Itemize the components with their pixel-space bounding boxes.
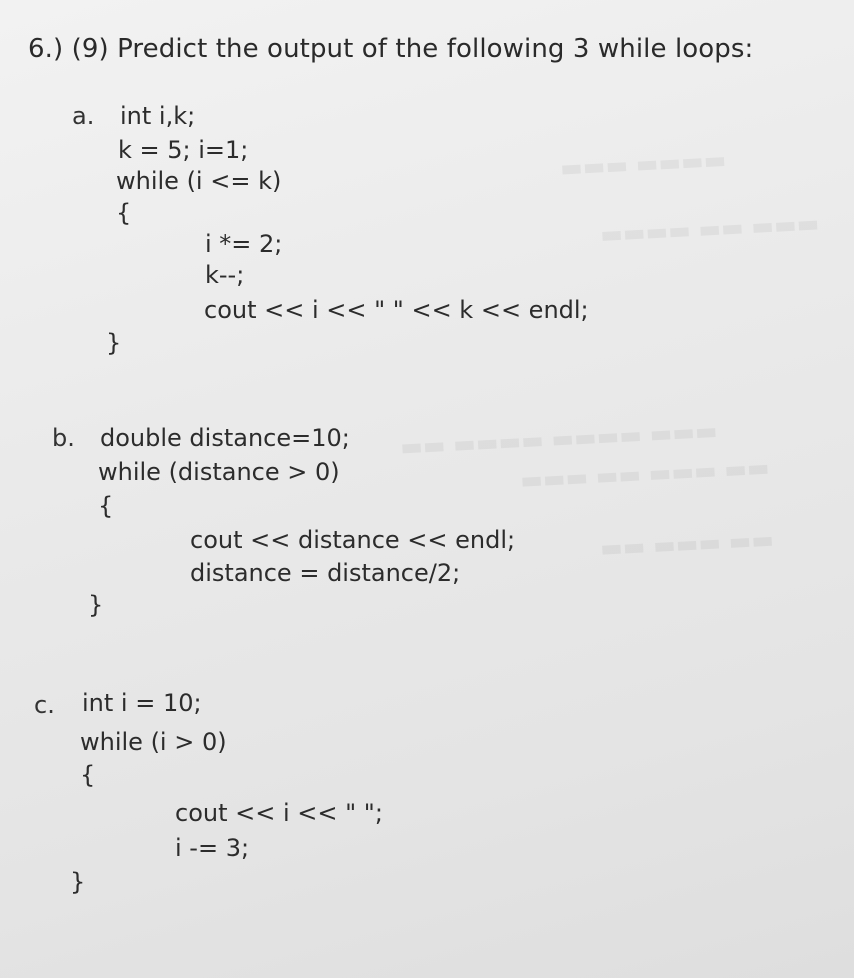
bleed-through-mark: ▬▬▬ ▬▬ ▬▬▬ ▬▬ [519,453,771,495]
code-line: cout << distance << endl; [190,526,516,554]
part-b-letter: b. [52,424,75,452]
code-line: cout << i << " "; [175,799,383,827]
code-line: while (i <= k) [116,167,282,195]
code-line: i -= 3; [175,834,250,862]
code-line: distance = distance/2; [190,559,461,587]
bleed-through-mark: ▬▬ ▬▬▬ ▬▬ [599,525,775,563]
code-line: while (distance > 0) [98,458,340,486]
code-line: i *= 2; [205,230,283,258]
code-line: } [70,868,86,896]
code-line: } [88,591,104,619]
code-line: cout << i << " " << k << endl; [204,296,589,324]
code-line: k--; [205,261,245,289]
bleed-through-mark: ▬▬▬▬ ▬▬ ▬▬▬ [599,209,820,249]
question-heading: 6.) (9) Predict the output of the following 3 while loops: [28,34,754,64]
code-line: int i = 10; [82,689,202,717]
bleed-through-mark: ▬▬ ▬▬▬▬ ▬▬▬▬ ▬▬▬ [399,416,719,462]
code-line: { [116,199,132,227]
code-line: while (i > 0) [80,728,227,756]
code-line: int i,k; [120,102,196,130]
part-c-letter: c. [34,691,55,719]
code-line: { [98,492,114,520]
code-line: } [106,329,122,357]
code-line: k = 5; i=1; [118,136,249,164]
code-line: double distance=10; [100,424,350,452]
part-a-letter: a. [72,102,95,130]
bleed-through-mark: ▬▬▬ ▬▬▬▬ [559,145,727,183]
code-line: { [80,761,96,789]
